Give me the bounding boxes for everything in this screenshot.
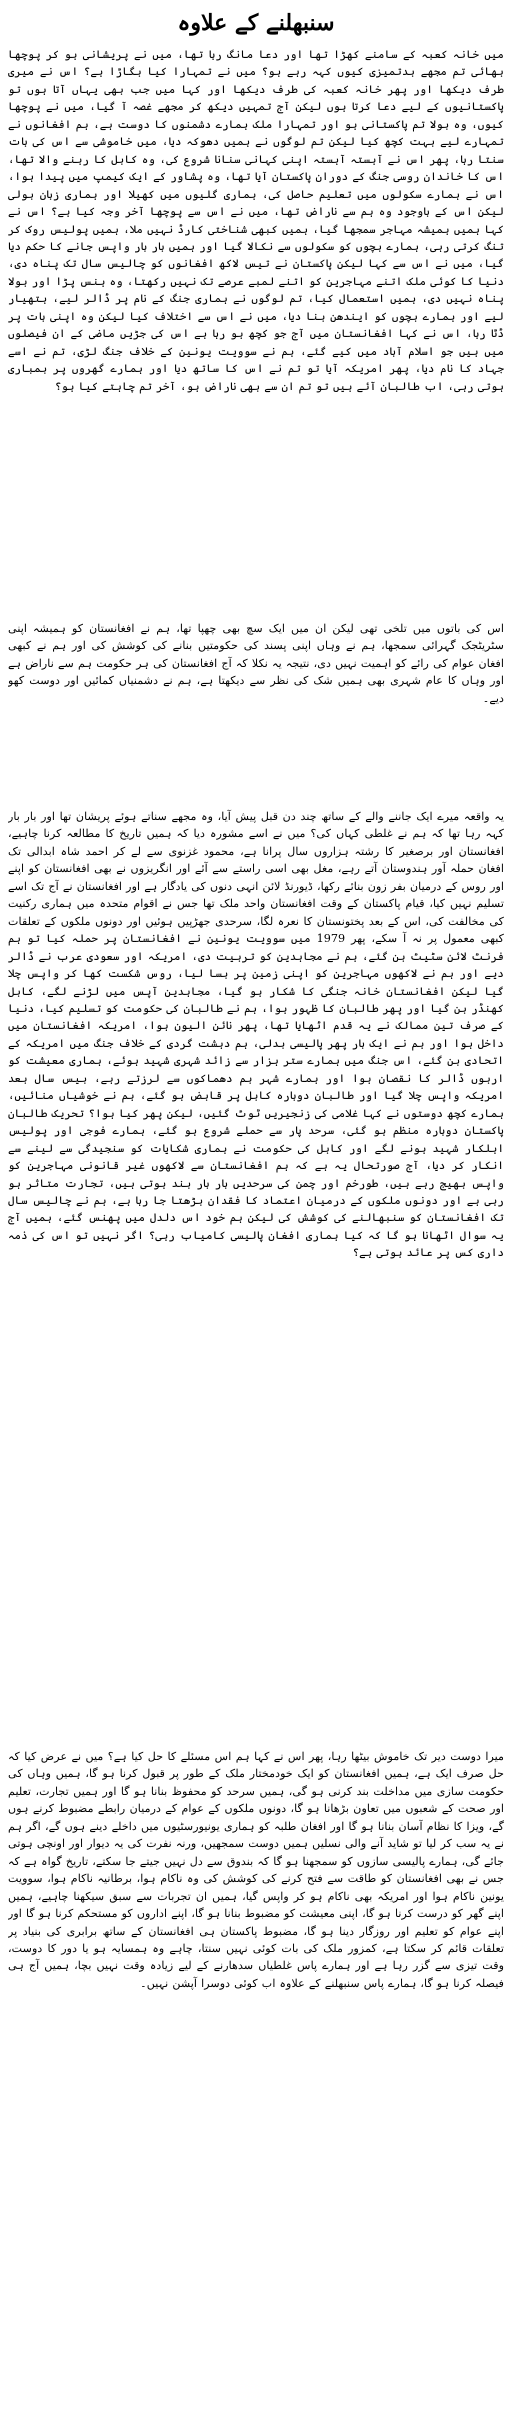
article-paragraph-2: اس کی باتوں میں تلخی تھی لیکن ان میں ایک سچ بھی چھپا تھا، ہم نے افغانستان کو ہمیشہ اپنی سٹریٹجک گہرائی سمجھا، ہم نے وہاں اپنی پسند کی حکومتیں بنانے کی کوشش کی اور ہم نے کبھی افغان عوام کی رائے کو اہمیت نہیں دی، نتیجہ یہ نکلا کہ آج افغانستان کی ہر حکومت ہم سے ناراض ہے اور وہاں کا عام شہری بھی ہمیں شک کی نظر سے دیکھتا ہے، ہم نے دشمنیاں کمائیں اور دوست کھو دیے۔ xyxy=(8,622,504,705)
article-paragraph-3: یہ واقعہ میرے ایک جاننے والے کے ساتھ چند دن قبل پیش آیا، وہ مجھے سناتے ہوئے پریشان تھا اور بار بار کہہ رہا تھا کہ ہم نے غلطی کہاں کی؟ میں نے اسے مشورہ دیا کہ ہمیں تاریخ کا مطالعہ کرنا چاہیے، افغانستان اور برصغیر کا رشتہ ہزاروں سال پرانا ہے، محمود غزنوی سے لے کر احمد شاہ ابدالی تک افغان حملہ آور ہندوستان آتے رہے، مغل بھی اسی راستے سے آئے اور انگریزوں نے بھی افغانستان کو اپنے اور روس کے درمیان بفر زون بنائے رکھا، ڈیورنڈ لائن انہی دنوں کی یادگار ہے اور افغانستان نے آج تک اسے تسلیم نہیں کیا، قیام پاکستان کے وقت افغانستان واحد ملک تھا جس نے اقوام متحدہ میں ہماری رکنیت کی مخالفت کی، اس کے بعد پختونستان کا نعرہ لگا، سرحدی جھڑپیں ہوئیں اور دونوں ملکوں کے تعلقات کبھی معمول پر نہ آ سکے، پھر 1979 میں سوویت یونین نے افغانستان پر حملہ کیا تو ہم فرنٹ لائن سٹیٹ بن گئے، ہم نے مجاہدین کو تربیت دی، امریکہ اور سعودی عرب نے ڈالر دیے اور ہم نے لاکھوں مہاجرین کو اپنی زمین پر بسا لیا، روس شکست کھا کر واپس چلا گیا لیکن افغانستان خانہ جنگی کا شکار ہو گیا، مجاہدین آپس میں لڑنے لگے، کابل کھنڈر بن گیا اور پھر طالبان کا ظہور ہوا، ہم نے طالبان کی حکومت کو تسلیم کیا، دنیا کے صرف تین ممالک نے یہ قدم اٹھایا تھا، پھر نائن الیون ہوا، امریکہ افغانستان میں داخل ہوا اور ہم نے ایک بار پھر پالیسی بدلی، ہم دہشت گردی کے خلاف جنگ میں امریکہ کے اتحادی بن گئے، اس جنگ میں ہمارے ستر ہزار سے زائد شہری شہید ہوئے، ہماری معیشت کو اربوں ڈالر کا نقصان ہوا اور ہمارے شہر بم دھماکوں سے لرزتے رہے، بیس سال بعد امریکہ واپس چلا گیا اور طالبان دوبارہ کابل پر قابض ہو گئے، ہم نے خوشیاں منائیں، ہمارے کچھ دوستوں نے کہا غلامی کی زنجیریں ٹوٹ گئیں، لیکن پھر کیا ہوا؟ تحریک طالبان پاکستان دوبارہ منظم ہو گئی، سرحد پار سے حملے شروع ہو گئے، ہمارے فوجی اور پولیس اہلکار شہید ہونے لگے اور کابل کی حکومت نے ہماری شکایات کو سنجیدگی سے لینے سے انکار کر دیا، آج صورتحال یہ ہے کہ ہم افغانستان سے لاکھوں غیر قانونی مہاجرین کو واپس بھیج رہے ہیں، طورخم اور چمن کی سرحدیں بار بار بند ہوتی ہیں، تجارت متاثر ہو رہی ہے اور دونوں ملکوں کے درمیان اعتماد کا فقدان بڑھتا جا رہا ہے، ہم نے چالیس سال تک افغانستان کو سنبھالنے کی کوشش کی لیکن ہم خود اس دلدل میں پھنس گئے، ہمیں آج یہ سوال اٹھانا ہو گا کہ کیا ہماری افغان پالیسی کامیاب رہی؟ اگر نہیں تو اس کی ذمہ داری کس پر عائد ہوتی ہے؟ xyxy=(8,810,504,1260)
article-paragraph-1: میں خانہ کعبہ کے سامنے کھڑا تھا اور دعا مانگ رہا تھا، میں نے پریشانی ہو کر پوچھا بھائی تم مجھے بدتمیزی کیوں کہہ رہے ہو؟ میں نے تمہارا کیا بگاڑا ہے؟ اس نے میری طرف دیکھا اور پھر خانہ کعبہ کی طرف دیکھا اور کہا میں جب بھی یہاں آتا ہوں تو پاکستانیوں کے لیے دعا کرتا ہوں لیکن آج تمہیں دیکھ کر مجھے غصہ آ گیا، میں نے پوچھا کیوں، وہ بولا تم پاکستانی ہو اور تمہارا ملک ہمارے دشمنوں کا دوست ہے، ہم افغانوں نے تمہارے لیے بہت کچھ کیا لیکن تم لوگوں نے ہمیں دھوکہ دیا، میں خاموشی سے اس کی بات سنتا رہا، پھر اس نے آہستہ آہستہ اپنی کہانی سنانا شروع کی، وہ کابل کا رہنے والا تھا، اس کا خاندان روسی جنگ کے دوران پاکستان آیا تھا، وہ پشاور کے ایک کیمپ میں پیدا ہوا، اس نے ہمارے سکولوں میں تعلیم حاصل کی، ہماری گلیوں میں کھیلا اور ہماری زبان بولی لیکن اس کے باوجود وہ ہم سے ناراض تھا، میں نے اس سے پوچھا آخر وجہ کیا ہے؟ اس نے کہا ہمیں ہمیشہ مہاجر سمجھا گیا، ہمیں کبھی شناختی کارڈ نہیں ملا، ہمیں پولیس روک کر تنگ کرتی رہی، ہمارے بچوں کو سکولوں سے نکالا گیا اور ہمیں بار بار واپس جانے کا حکم دیا گیا، میں نے اس سے کہا لیکن پاکستان نے تیس لاکھ افغانوں کو چالیس سال تک پناہ دی، دنیا کا کوئی ملک اتنے مہاجرین کو اتنے لمبے عرصے تک نہیں رکھتا، وہ ہنس پڑا اور بولا پناہ نہیں دی، ہمیں استعمال کیا، تم لوگوں نے ہماری جنگ کے نام پر ڈالر لیے، ہتھیار لیے اور ہمارے بچوں کو ایندھن بنا دیا، میں نے اس سے اختلاف کیا لیکن وہ اپنی بات پر ڈٹا رہا، اس نے کہا افغانستان میں آج جو کچھ ہو رہا ہے اس کی جڑیں ماضی کے ان فیصلوں میں ہیں جو اسلام آباد میں کیے گئے، ہم نے سوویت یونین کے خلاف جنگ لڑی، تم نے اسے جہاد کا نام دیا، پھر امریکہ آیا تو تم نے اس کا ساتھ دیا اور ہمارے گھروں پر بمباری ہوتی رہی، اب طالبان آئے ہیں تو تم ان سے بھی ناراض ہو، آخر تم چاہتے کیا ہو؟ xyxy=(8,48,504,393)
article-headline: سنبھلنے کے علاوہ xyxy=(177,10,335,36)
article-paragraph-4: میرا دوست دیر تک خاموش بیٹھا رہا، پھر اس نے کہا ہم اس مسئلے کا حل کیا ہے؟ میں نے عرض کیا کہ حل صرف ایک ہے، ہمیں افغانستان کو ایک خودمختار ملک کے طور پر قبول کرنا ہو گا، ہمیں وہاں کی حکومت سازی میں مداخلت بند کرنی ہو گی، ہمیں سرحد کو محفوظ بنانا ہو گا اور ہمیں تجارت، تعلیم اور صحت کے شعبوں میں تعاون بڑھانا ہو گا، دونوں ملکوں کے عوام کے درمیان رابطے مضبوط کرنے ہوں گے، ویزا کا نظام آسان بنانا ہو گا اور افغان طلبہ کو ہماری یونیورسٹیوں میں داخلے دینے ہوں گے، اگر ہم نے یہ سب کر لیا تو شاید آنے والی نسلیں ہمیں دوست سمجھیں، ورنہ نفرت کی یہ دیوار اور اونچی ہوتی جائے گی، ہمارے پالیسی سازوں کو سمجھنا ہو گا کہ بندوق سے دل نہیں جیتے جا سکتے، تاریخ گواہ ہے کہ جس نے بھی افغانستان کو طاقت سے فتح کرنے کی کوشش کی وہ ناکام ہوا، برطانیہ ناکام ہوا، سوویت یونین ناکام ہوا اور امریکہ بھی ناکام ہو کر واپس گیا، ہمیں ان تجربات سے سبق سیکھنا چاہیے، ہمیں اپنے گھر کو درست کرنا ہو گا، اپنی معیشت کو مضبوط بنانا ہو گا، اپنے اداروں کو مستحکم کرنا ہو گا اور اپنے عوام کو تعلیم اور روزگار دینا ہو گا، مضبوط پاکستان ہی افغانستان کے ساتھ برابری کی بنیاد پر تعلقات قائم کر سکتا ہے، کمزور ملک کی بات کوئی نہیں سنتا، چاہے وہ ہمسایہ ہو یا دور کا دوست، وقت تیزی سے گزر رہا ہے اور ہمارے پاس غلطیاں سدھارنے کے لیے زیادہ وقت نہیں بچا، ہمیں آج ہی فیصلہ کرنا ہو گا، ہمارے پاس سنبھلنے کے علاوہ اب کوئی دوسرا آپشن نہیں۔ xyxy=(8,1750,504,1990)
